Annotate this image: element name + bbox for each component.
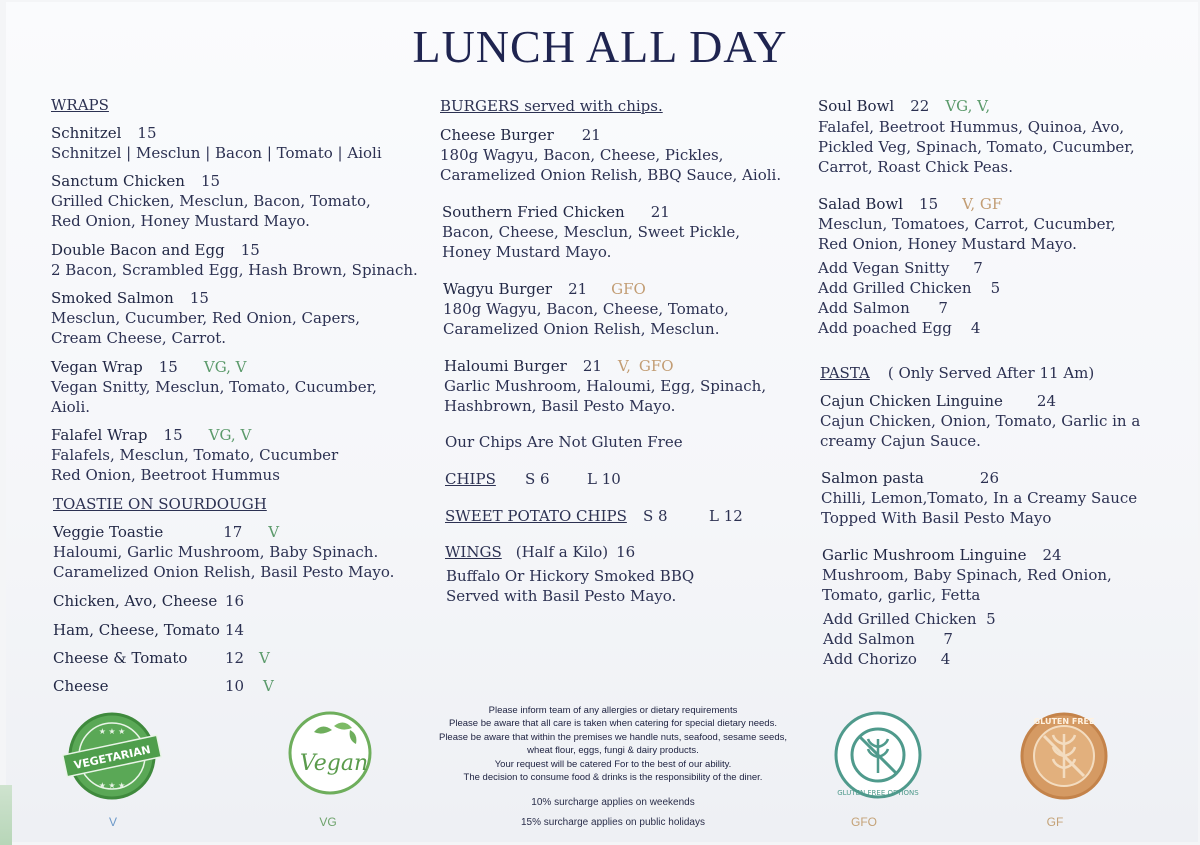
- menu-item-sanctum-chicken: Sanctum Chicken 15: [51, 172, 221, 190]
- holiday-surcharge: 15% surcharge applies on public holidays: [520, 817, 705, 828]
- menu-item-wings: WINGS (Half a Kilo) 16: [445, 543, 636, 561]
- menu-item-haloumi-burger: Haloumi Burger 21 V, GFO: [444, 357, 674, 375]
- addon-item: Add Salmon 7: [818, 299, 948, 317]
- vegan-badge-label: VG: [319, 815, 337, 829]
- menu-item-smoked-salmon: Smoked Salmon 15: [51, 289, 209, 307]
- item-desc: Pickled Veg, Spinach, Tomato, Cucumber,: [818, 138, 1135, 156]
- menu-item-cheese: Cheese 10 V: [53, 677, 274, 695]
- vegetarian-badge-text: VEGETARIAN: [72, 742, 152, 772]
- item-desc: Caramelized Onion Relish, Mesclun.: [443, 320, 720, 338]
- notice-line: Your request will be catered For to the best of our ability.: [494, 758, 732, 770]
- item-desc: Haloumi, Garlic Mushroom, Baby Spinach.: [53, 543, 379, 561]
- item-desc: Caramelized Onion Relish, BBQ Sauce, Aioli.: [440, 166, 782, 184]
- addon-item: Add Vegan Snitty 7: [818, 259, 983, 277]
- vegetarian-badge-label: V: [108, 815, 117, 829]
- item-desc: Mesclun, Tomatoes, Carrot, Cucumber,: [818, 215, 1116, 233]
- notice-line: The decision to consume food & drinks is the responsibility of the diner.: [463, 772, 763, 784]
- vegetarian-badge-icon: [62, 710, 162, 802]
- item-desc: Red Onion, Honey Mustard Mayo.: [818, 235, 1077, 253]
- weekend-surcharge: 10% surcharge applies on weekends: [531, 797, 695, 808]
- addon-item: Add poached Egg 4: [818, 319, 981, 337]
- menu-item-salmon-pasta: Salmon pasta 26: [821, 469, 1000, 487]
- wraps-heading: WRAPS: [51, 96, 109, 114]
- chips-note: Our Chips Are Not Gluten Free: [445, 433, 683, 451]
- dietary-tag: VG, V: [203, 358, 247, 376]
- item-desc: Cream Cheese, Carrot.: [51, 329, 227, 347]
- menu-item-schnitzel: Schnitzel 15: [51, 124, 157, 142]
- menu-item-wagyu-burger: Wagyu Burger 21 GFO: [443, 280, 646, 298]
- menu-item-ham-cheese-tomato: Ham, Cheese, Tomato 14: [53, 621, 245, 639]
- menu-item-cheese-tomato: Cheese & Tomato 12 V: [53, 649, 270, 667]
- item-desc: Garlic Mushroom, Haloumi, Egg, Spinach,: [444, 377, 767, 395]
- addon-item: Add Salmon 7: [823, 630, 953, 648]
- gluten-free-badge-text: GLUTEN FREE: [1033, 717, 1095, 726]
- dietary-tag: V: [263, 677, 274, 695]
- vegan-badge-text: Vegan: [299, 751, 369, 776]
- paper-edge: [0, 785, 12, 845]
- item-desc: 180g Wagyu, Bacon, Cheese, Pickles,: [440, 146, 724, 164]
- gluten-free-badge-label: GF: [1046, 815, 1064, 829]
- menu-item-double-bacon-egg: Double Bacon and Egg 15: [51, 241, 260, 259]
- item-desc: Mesclun, Cucumber, Red Onion, Capers,: [51, 309, 361, 327]
- item-desc: Topped With Basil Pesto Mayo: [821, 509, 1052, 527]
- item-desc: Served with Basil Pesto Mayo.: [446, 587, 677, 605]
- dietary-tag: V: [268, 523, 280, 541]
- item-desc: Tomato, garlic, Fetta: [822, 586, 981, 604]
- menu-title: LUNCH ALL DAY: [412, 21, 788, 72]
- item-desc: Cajun Chicken, Onion, Tomato, Garlic in a: [820, 412, 1141, 430]
- item-desc: Red Onion, Beetroot Hummus: [51, 466, 280, 484]
- dietary-tag: VG, V: [208, 426, 252, 444]
- notice-line: wheat flour, eggs, fungi & dairy products.: [527, 745, 699, 757]
- item-desc: Vegan Snitty, Mesclun, Tomato, Cucumber,: [51, 378, 377, 396]
- item-desc: Schnitzel | Mesclun | Bacon | Tomato | Aioli: [51, 144, 382, 162]
- menu-item-garlic-mushroom-linguine: Garlic Mushroom Linguine 24: [822, 546, 1062, 564]
- item-desc: Falafels, Mesclun, Tomato, Cucumber: [51, 446, 339, 464]
- addon-item: Add Grilled Chicken 5: [823, 610, 996, 628]
- menu-item-soul-bowl: Soul Bowl 22 VG, V,: [818, 97, 991, 115]
- item-desc: Carrot, Roast Chick Peas.: [818, 158, 1014, 176]
- dietary-tag: V, GF: [962, 195, 1003, 213]
- item-desc: Hashbrown, Basil Pesto Mayo.: [444, 397, 676, 415]
- item-desc: Aioli.: [51, 398, 91, 416]
- notice-line: Please be aware that all care is taken when catering for special dietary needs.: [449, 718, 777, 730]
- menu-item-southern-fried-chicken: Southern Fried Chicken 21: [442, 203, 670, 221]
- item-desc: creamy Cajun Sauce.: [820, 432, 981, 450]
- pasta-note: ( Only Served After 11 Am): [887, 364, 1095, 382]
- item-desc: Buffalo Or Hickory Smoked BBQ: [446, 567, 695, 585]
- menu-item-cheese-burger: Cheese Burger 21: [440, 126, 601, 144]
- notice-line: Please inform team of any allergies or dietary requirements: [488, 705, 738, 716]
- item-desc: Mushroom, Baby Spinach, Red Onion,: [822, 566, 1112, 584]
- pasta-header: [820, 363, 1094, 383]
- dietary-tag: V,: [617, 357, 631, 375]
- menu-item-salad-bowl: Salad Bowl 15 V, GF: [818, 195, 1003, 213]
- burgers-heading: BURGERS served with chips.: [440, 97, 663, 115]
- gluten-free-options-badge-icon: [832, 709, 924, 801]
- menu-item-falafel-wrap: Falafel Wrap 15 VG, V: [51, 426, 252, 444]
- item-desc: 2 Bacon, Scrambled Egg, Hash Brown, Spinach.: [51, 261, 418, 279]
- item-desc: Caramelized Onion Relish, Basil Pesto Mayo.: [53, 563, 395, 581]
- dietary-tag: VG, V,: [945, 97, 991, 115]
- item-desc: Chilli, Lemon,Tomato, In a Creamy Sauce: [821, 489, 1138, 507]
- item-desc: Grilled Chicken, Mesclun, Bacon, Tomato,: [51, 192, 371, 210]
- vegan-badge-icon: [284, 710, 376, 796]
- menu-item-chicken-avo-cheese: Chicken, Avo, Cheese 16: [53, 592, 245, 610]
- svg-text:★ ★ ★: ★ ★ ★: [98, 781, 126, 790]
- menu-item-sweet-potato-chips: SWEET POTATO CHIPS S 8 L 12: [445, 507, 743, 525]
- addon-item: Add Grilled Chicken 5: [818, 279, 1001, 297]
- menu-item-cajun-chicken-linguine: Cajun Chicken Linguine 24: [820, 392, 1057, 410]
- gluten-free-options-badge-label: GFO: [851, 815, 877, 829]
- gluten-free-badge-icon: [1018, 710, 1110, 802]
- item-desc: Falafel, Beetroot Hummus, Quinoa, Avo,: [818, 118, 1125, 136]
- item-desc: Honey Mustard Mayo.: [442, 243, 612, 261]
- pasta-heading: PASTA: [820, 364, 870, 382]
- dietary-tag: GFO: [611, 280, 646, 298]
- svg-text:★ ★ ★: ★ ★ ★: [98, 727, 126, 736]
- allergy-notice: [400, 704, 826, 784]
- menu-item-vegan-wrap: Vegan Wrap 15 VG, V: [51, 358, 247, 376]
- addon-item: Add Chorizo 4: [823, 650, 951, 668]
- toastie-heading: TOASTIE ON SOURDOUGH: [53, 495, 267, 513]
- item-desc: Red Onion, Honey Mustard Mayo.: [51, 212, 310, 230]
- item-desc: Bacon, Cheese, Mesclun, Sweet Pickle,: [442, 223, 741, 241]
- menu-item-chips: CHIPS S 6 L 10: [445, 470, 621, 488]
- item-desc: 180g Wagyu, Bacon, Cheese, Tomato,: [443, 300, 729, 318]
- dietary-tag: GFO: [638, 357, 674, 375]
- gluten-free-options-badge-text: GLUTEN FREE OPTIONS: [837, 789, 919, 797]
- menu-item-veggie-toastie: Veggie Toastie 17 V: [53, 523, 280, 541]
- dietary-tag: V: [259, 649, 270, 667]
- notice-line: Please be aware that within the premises we handle nuts, seafood, sesame seeds,: [438, 731, 787, 743]
